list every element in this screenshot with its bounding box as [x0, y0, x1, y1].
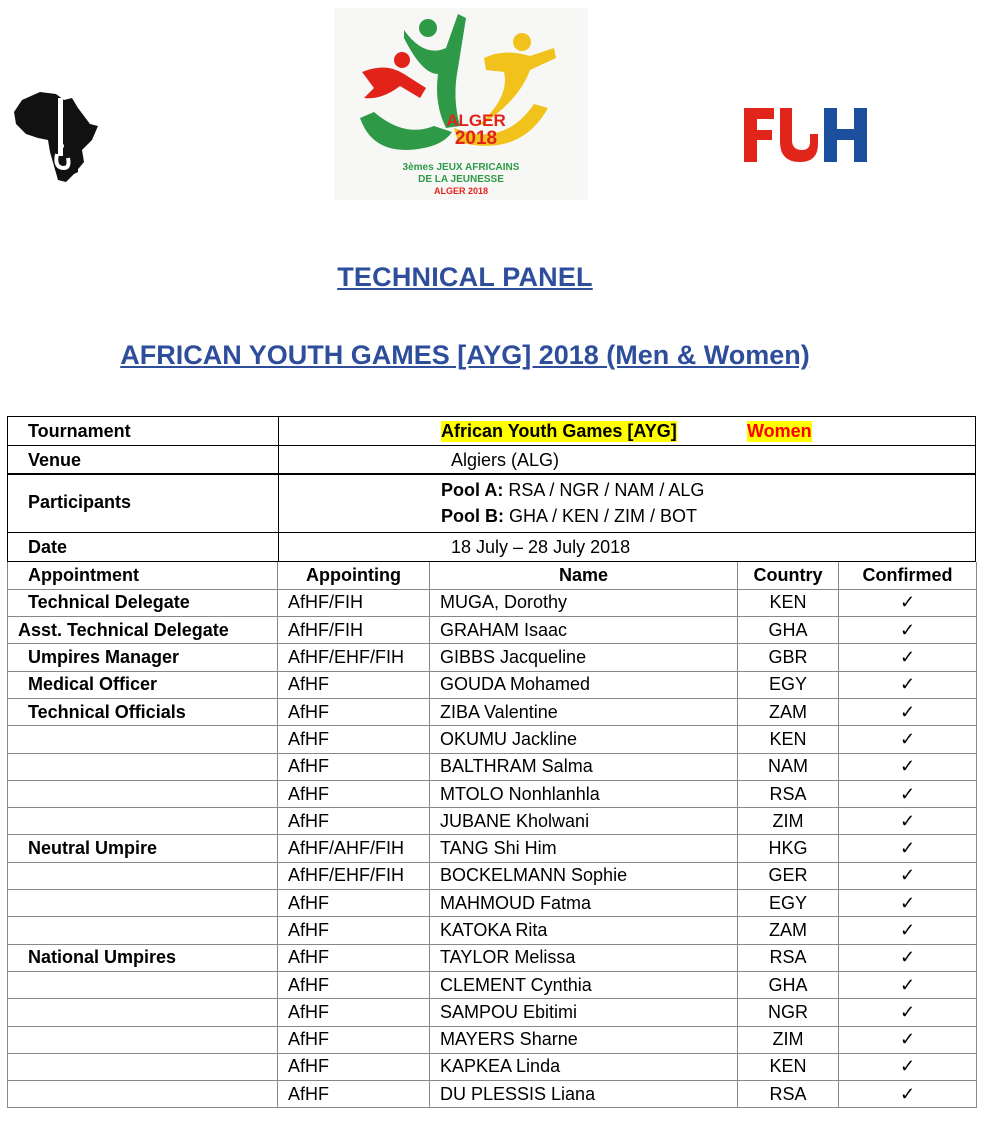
appointing-cell: AfHF/EHF/FIH — [278, 862, 430, 889]
confirmed-cell: ✓ — [839, 944, 977, 971]
role-cell — [8, 1026, 278, 1053]
name-cell: KATOKA Rita — [430, 917, 738, 944]
games-logo-caption-1: 3èmes JEUX AFRICAINS — [402, 162, 520, 173]
appointing-cell: AfHF — [278, 999, 430, 1026]
country-cell: KEN — [738, 589, 839, 616]
name-cell: OKUMU Jackline — [430, 726, 738, 753]
role-cell — [8, 862, 278, 889]
role-cell: Technical Delegate — [8, 589, 278, 616]
country-cell: EGY — [738, 671, 839, 698]
confirmed-cell: ✓ — [839, 644, 977, 671]
appointing-cell: AfHF — [278, 753, 430, 780]
table-row — [8, 644, 977, 671]
table-row — [8, 698, 977, 725]
appointing-cell: AfHF — [278, 917, 430, 944]
header-name: Name — [430, 562, 738, 589]
role-cell: Asst. Technical Delegate — [8, 617, 278, 644]
appointing-cell: AfHF/EHF/FIH — [278, 644, 430, 671]
confirmed-cell: ✓ — [839, 917, 977, 944]
name-cell: MAYERS Sharne — [430, 1026, 738, 1053]
country-cell: GHA — [738, 971, 839, 998]
date-row — [7, 532, 976, 562]
country-cell: NAM — [738, 753, 839, 780]
confirmed-cell: ✓ — [839, 753, 977, 780]
table-row — [8, 726, 977, 753]
table-body — [8, 589, 977, 1108]
table-row — [8, 808, 977, 835]
pool-a-value: RSA / NGR / NAM / ALG — [503, 480, 705, 500]
table-row — [8, 971, 977, 998]
pool-a — [441, 480, 704, 501]
country-cell: RSA — [738, 1081, 839, 1108]
confirmed-cell: ✓ — [839, 698, 977, 725]
name-cell: SAMPOU Ebitimi — [430, 999, 738, 1026]
role-cell: Medical Officer — [8, 671, 278, 698]
venue-label: Venue — [28, 449, 82, 470]
table-row — [8, 999, 977, 1026]
participants-row — [7, 473, 976, 533]
name-cell: JUBANE Kholwani — [430, 808, 738, 835]
name-cell: DU PLESSIS Liana — [430, 1081, 738, 1108]
tournament-gender: Women — [747, 421, 812, 441]
role-cell — [8, 971, 278, 998]
table-row — [8, 780, 977, 807]
page-subtitle: AFRICAN YOUTH GAMES [AYG] 2018 (Men & Women) — [120, 340, 810, 370]
appointing-cell: AfHF — [278, 808, 430, 835]
table-row — [8, 862, 977, 889]
country-cell: HKG — [738, 835, 839, 862]
country-cell: ZIM — [738, 808, 839, 835]
games-logo-line2: 2018 — [454, 128, 498, 149]
fih-logo — [744, 104, 870, 166]
appointing-cell: AfHF — [278, 971, 430, 998]
appointing-cell: AfHF — [278, 944, 430, 971]
appointing-cell: AfHF — [278, 890, 430, 917]
country-cell: NGR — [738, 999, 839, 1026]
africa-federation-logo — [12, 88, 100, 186]
role-cell: Neutral Umpire — [8, 835, 278, 862]
appointing-cell: AfHF — [278, 1026, 430, 1053]
table-row — [8, 1053, 977, 1080]
table-row — [8, 753, 977, 780]
confirmed-cell: ✓ — [839, 862, 977, 889]
appointing-cell: AfHF/AHF/FIH — [278, 835, 430, 862]
appointing-cell: AfHF/FIH — [278, 617, 430, 644]
tournament-value: African Youth Games [AYG] — [441, 421, 677, 441]
country-cell: EGY — [738, 890, 839, 917]
name-cell: TANG Shi Him — [430, 835, 738, 862]
table-row — [8, 589, 977, 616]
table-row — [8, 835, 977, 862]
pool-b-value: GHA / KEN / ZIM / BOT — [504, 506, 698, 526]
name-cell: MUGA, Dorothy — [430, 589, 738, 616]
header-appointing: Appointing — [278, 562, 430, 589]
table-row — [8, 944, 977, 971]
table-row — [8, 671, 977, 698]
confirmed-cell: ✓ — [839, 589, 977, 616]
confirmed-cell: ✓ — [839, 999, 977, 1026]
appointments-table — [7, 562, 977, 1108]
games-logo-caption-2: DE LA JEUNESSE — [418, 174, 504, 185]
name-cell: MTOLO Nonhlanhla — [430, 780, 738, 807]
role-cell — [8, 753, 278, 780]
name-cell: MAHMOUD Fatma — [430, 890, 738, 917]
name-cell: BALTHRAM Salma — [430, 753, 738, 780]
role-cell — [8, 1081, 278, 1108]
header-confirmed: Confirmed — [839, 562, 977, 589]
name-cell: TAYLOR Melissa — [430, 944, 738, 971]
tournament-label: Tournament — [28, 421, 131, 441]
confirmed-cell: ✓ — [839, 671, 977, 698]
appointing-cell: AfHF — [278, 1053, 430, 1080]
header-appointment: Appointment — [8, 562, 278, 589]
role-cell — [8, 890, 278, 917]
confirmed-cell: ✓ — [839, 617, 977, 644]
country-cell: KEN — [738, 1053, 839, 1080]
table-row — [8, 890, 977, 917]
appointing-cell: AfHF — [278, 780, 430, 807]
confirmed-cell: ✓ — [839, 835, 977, 862]
country-cell: GBR — [738, 644, 839, 671]
role-cell — [8, 780, 278, 807]
country-cell: RSA — [738, 944, 839, 971]
appointing-cell: AfHF — [278, 671, 430, 698]
venue-row — [7, 445, 976, 475]
confirmed-cell: ✓ — [839, 1081, 977, 1108]
confirmed-cell: ✓ — [839, 780, 977, 807]
african-youth-games-logo — [334, 8, 588, 200]
country-cell: ZAM — [738, 698, 839, 725]
table-row — [8, 617, 977, 644]
date-value: 18 July – 28 July 2018 — [451, 536, 631, 557]
country-cell: GHA — [738, 617, 839, 644]
appointing-cell: AfHF — [278, 726, 430, 753]
tournament-row — [7, 416, 976, 446]
role-cell — [8, 917, 278, 944]
country-cell: ZIM — [738, 1026, 839, 1053]
country-cell: RSA — [738, 780, 839, 807]
role-cell: National Umpires — [8, 944, 278, 971]
header-country: Country — [738, 562, 839, 589]
date-label: Date — [28, 536, 68, 557]
appointing-cell: AfHF — [278, 1081, 430, 1108]
name-cell: ZIBA Valentine — [430, 698, 738, 725]
confirmed-cell: ✓ — [839, 1053, 977, 1080]
role-cell — [8, 1053, 278, 1080]
pool-b-label: Pool B: — [441, 506, 504, 526]
name-cell: BOCKELMANN Sophie — [430, 862, 738, 889]
venue-value: Algiers (ALG) — [451, 449, 560, 470]
appointing-cell: AfHF — [278, 698, 430, 725]
confirmed-cell: ✓ — [839, 1026, 977, 1053]
confirmed-cell: ✓ — [839, 971, 977, 998]
country-cell: KEN — [738, 726, 839, 753]
name-cell: GOUDA Mohamed — [430, 671, 738, 698]
role-cell: Umpires Manager — [8, 644, 278, 671]
confirmed-cell: ✓ — [839, 726, 977, 753]
pool-b — [441, 506, 697, 527]
appointing-cell: AfHF/FIH — [278, 589, 430, 616]
role-cell — [8, 999, 278, 1026]
name-cell: GRAHAM Isaac — [430, 617, 738, 644]
name-cell: GIBBS Jacqueline — [430, 644, 738, 671]
confirmed-cell: ✓ — [839, 890, 977, 917]
country-cell: GER — [738, 862, 839, 889]
pool-a-label: Pool A: — [441, 480, 504, 500]
name-cell: CLEMENT Cynthia — [430, 971, 738, 998]
role-cell — [8, 808, 278, 835]
table-row — [8, 917, 977, 944]
role-cell — [8, 726, 278, 753]
games-logo-caption-3: ALGER 2018 — [433, 186, 489, 196]
name-cell: KAPKEA Linda — [430, 1053, 738, 1080]
table-header-row — [8, 562, 977, 589]
country-cell: ZAM — [738, 917, 839, 944]
participants-label: Participants — [28, 492, 132, 512]
role-cell: Technical Officials — [8, 698, 278, 725]
table-row — [8, 1026, 977, 1053]
games-logo-line1: ALGER — [446, 111, 506, 130]
confirmed-cell: ✓ — [839, 808, 977, 835]
table-row — [8, 1081, 977, 1108]
page-title: TECHNICAL PANEL — [337, 262, 593, 292]
